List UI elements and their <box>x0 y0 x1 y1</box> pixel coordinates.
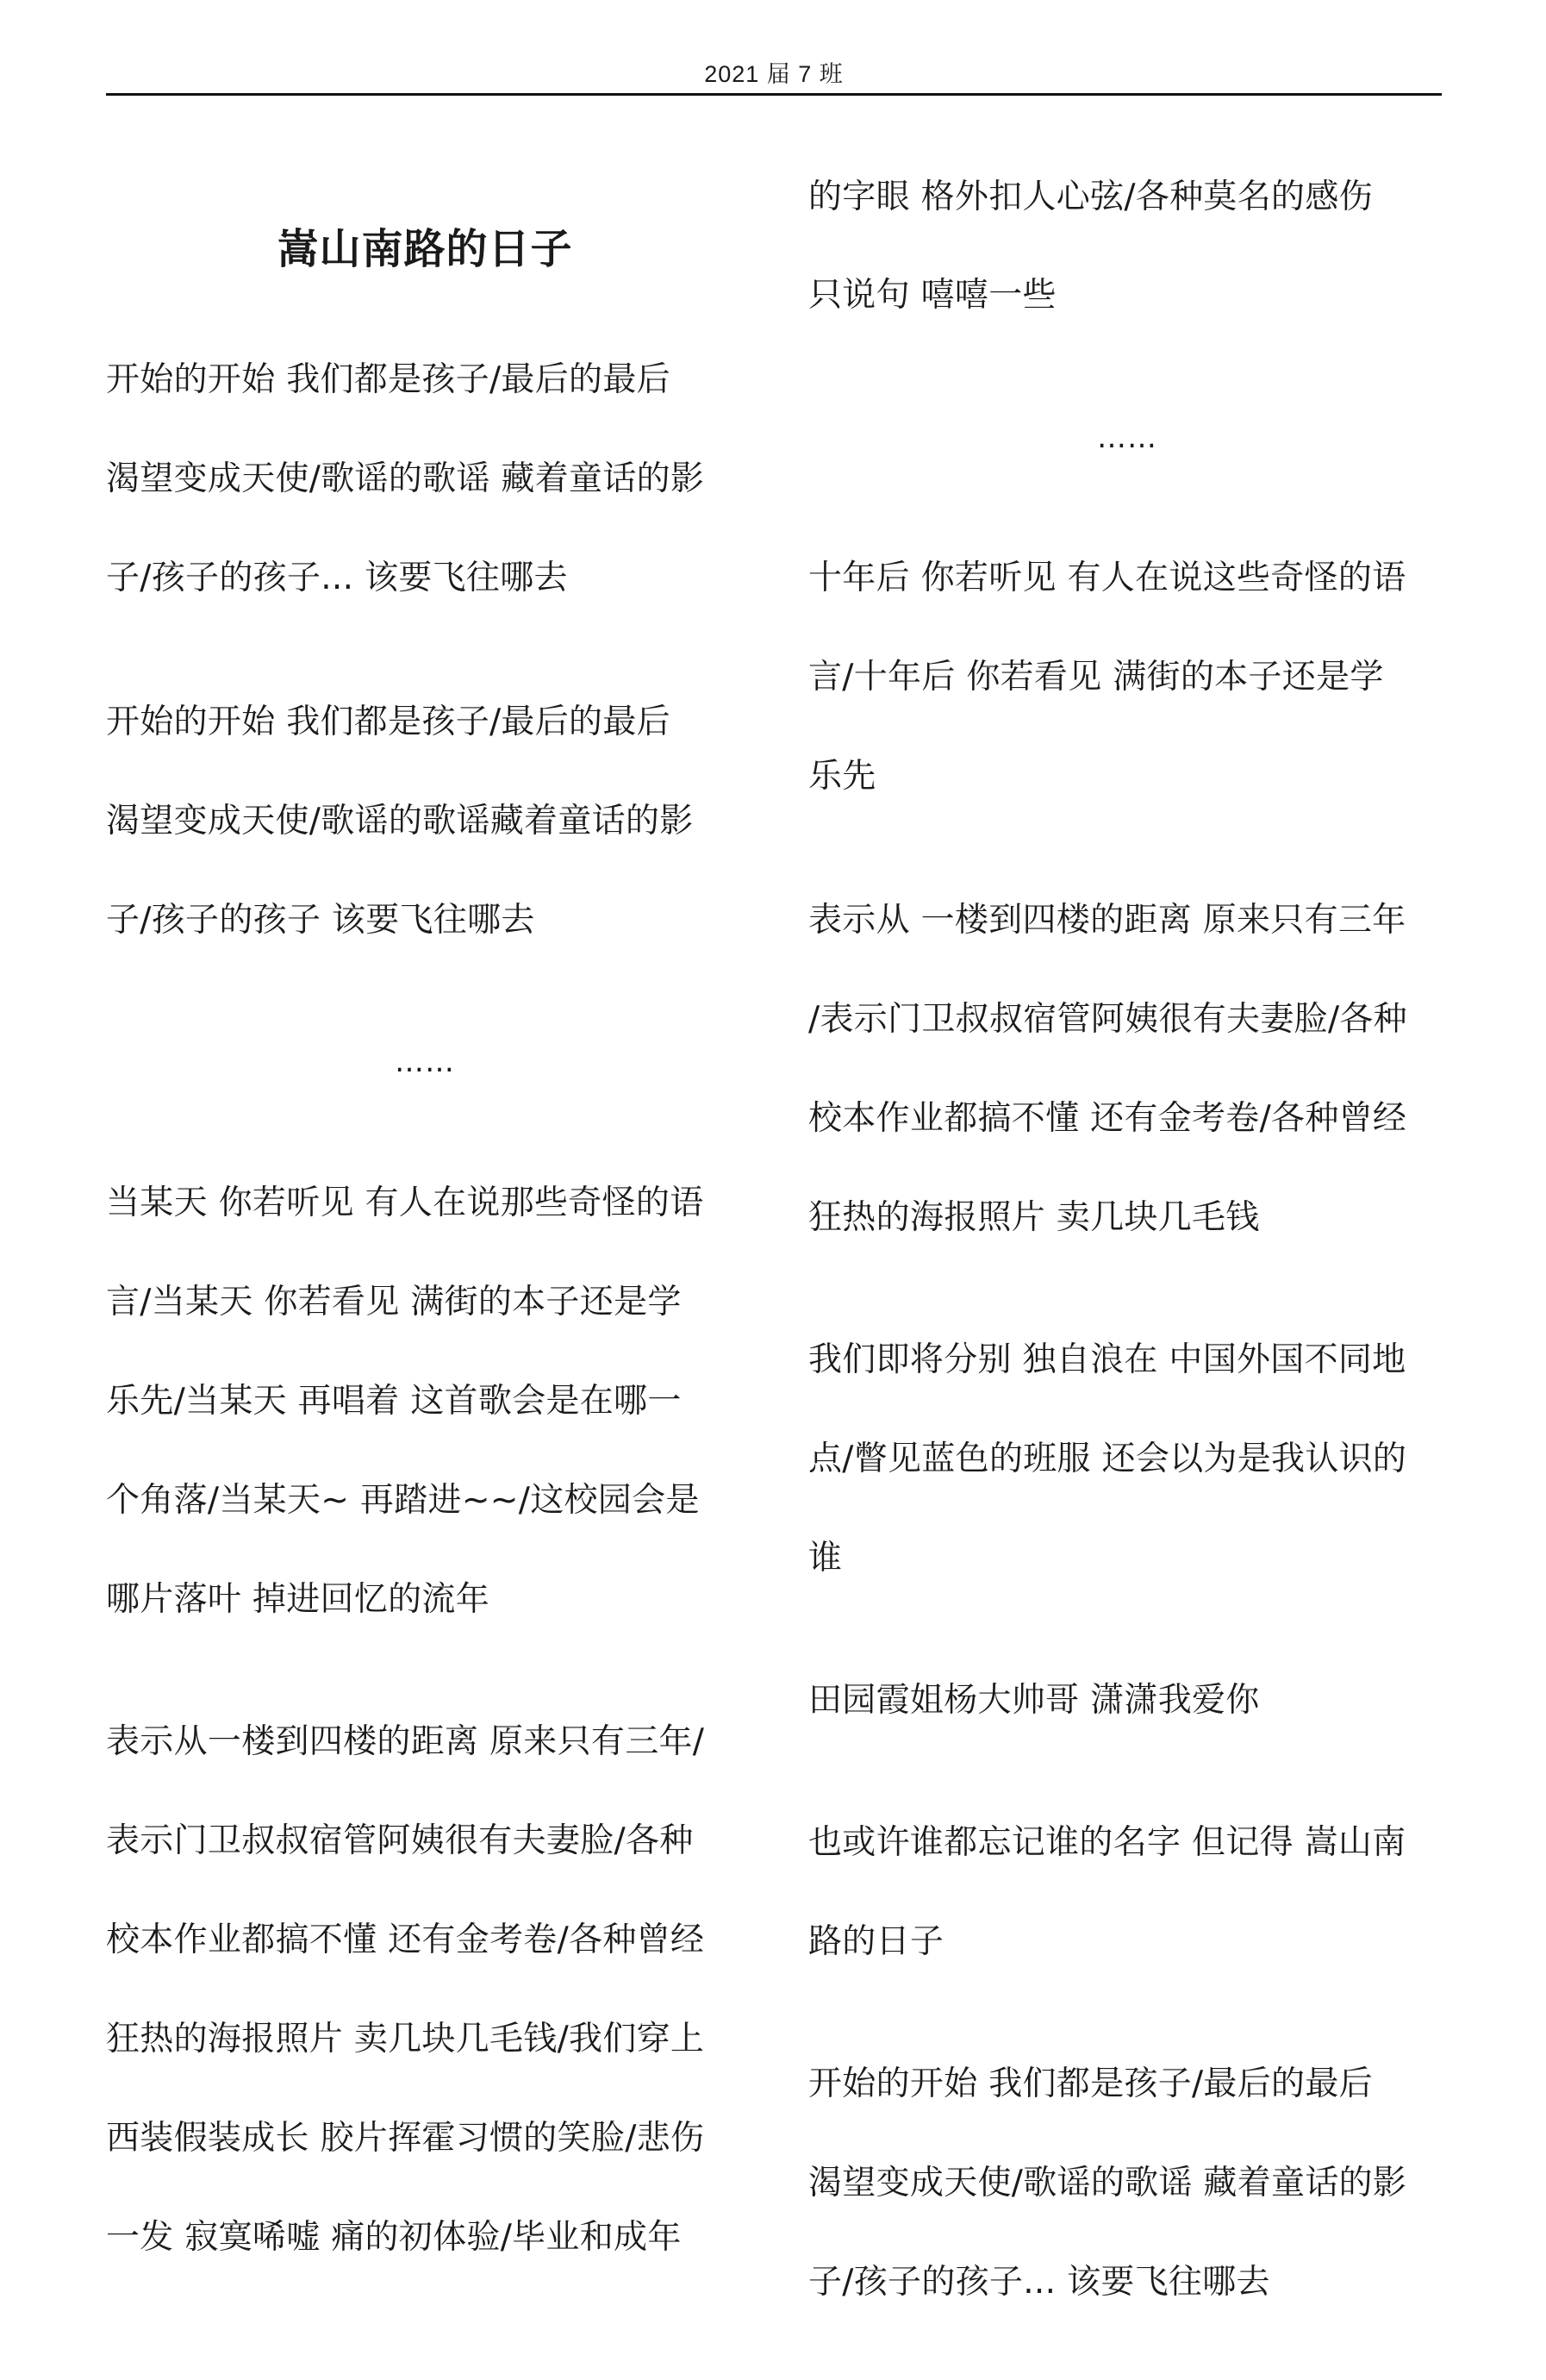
text-line: 也或许谁都忘记谁的名字 但记得 嵩山南 <box>808 1823 1406 1862</box>
text-line: 开始的开始 我们都是孩子/最后的最后 <box>106 360 670 399</box>
page-header: 2021 届 7 班 <box>704 61 844 87</box>
text-line: 表示从一楼到四楼的距离 原来只有三年/ <box>106 1722 705 1761</box>
text-line: 狂热的海报照片 卖几块几毛钱 <box>808 1198 1260 1237</box>
text-line: 校本作业都搞不懂 还有金考卷/各种曾经 <box>106 1921 705 1959</box>
text-line: 子/孩子的孩子... 该要飞往哪去 <box>106 559 568 597</box>
text-line: 乐先/当某天 再唱着 这首歌会是在哪一 <box>106 1382 682 1421</box>
text-line: 狂热的海报照片 卖几块几毛钱/我们穿上 <box>106 2020 705 2058</box>
ellipsis-separator: …… <box>395 1045 455 1079</box>
text-line: 开始的开始 我们都是孩子/最后的最后 <box>106 703 670 741</box>
text-line: 只说句 嘻嘻一些 <box>808 276 1057 315</box>
text-line: 渴望变成天使/歌谣的歌谣 藏着童话的影 <box>808 2164 1407 2202</box>
text-line: 我们即将分别 独自浪在 中国外国不同地 <box>808 1340 1406 1379</box>
text-line: 路的日子 <box>808 1922 944 1961</box>
text-line: 言/当某天 你若看见 满街的本子还是学 <box>106 1283 682 1321</box>
text-line: 校本作业都搞不懂 还有金考卷/各种曾经 <box>808 1099 1407 1138</box>
text-line: 乐先 <box>808 757 876 796</box>
text-line: 哪片落叶 掉进回忆的流年 <box>106 1580 489 1619</box>
text-line: 点/瞥见蓝色的班服 还会以为是我认识的 <box>808 1440 1407 1478</box>
text-line: 当某天 你若听见 有人在说那些奇怪的语 <box>106 1184 704 1222</box>
text-line: 一发 寂寞唏嘘 痛的初体验/毕业和成年 <box>106 2218 682 2257</box>
header-divider <box>106 93 1442 96</box>
text-line: 渴望变成天使/歌谣的歌谣藏着童话的影 <box>106 802 694 840</box>
text-line: 表示门卫叔叔宿管阿姨很有夫妻脸/各种 <box>106 1821 694 1860</box>
text-line: 十年后 你若听见 有人在说这些奇怪的语 <box>808 559 1406 597</box>
text-line: 个角落/当某天~ 再踏进~~/这校园会是 <box>106 1481 700 1520</box>
text-line: 田园霞姐杨大帅哥 潇潇我爱你 <box>808 1681 1260 1720</box>
text-line: 言/十年后 你若看见 满街的本子还是学 <box>808 658 1384 697</box>
text-line: 表示从 一楼到四楼的距离 原来只有三年 <box>808 901 1406 940</box>
text-line: /表示门卫叔叔宿管阿姨很有夫妻脸/各种 <box>808 1000 1407 1039</box>
text-line: 渴望变成天使/歌谣的歌谣 藏着童话的影 <box>106 459 705 498</box>
ellipsis-separator: …… <box>1097 421 1157 455</box>
text-line: 谁 <box>808 1539 843 1577</box>
poem-title: 嵩山南路的日子 <box>277 225 573 273</box>
text-line: 的字眼 格外扣人心弦/各种莫名的感伤 <box>808 178 1373 216</box>
text-line: 子/孩子的孩子... 该要飞往哪去 <box>808 2263 1270 2302</box>
text-line: 子/孩子的孩子 该要飞往哪去 <box>106 901 535 940</box>
text-line: 开始的开始 我们都是孩子/最后的最后 <box>808 2065 1373 2103</box>
text-line: 西装假装成长 胶片挥霍习惯的笑脸/悲伤 <box>106 2119 705 2158</box>
